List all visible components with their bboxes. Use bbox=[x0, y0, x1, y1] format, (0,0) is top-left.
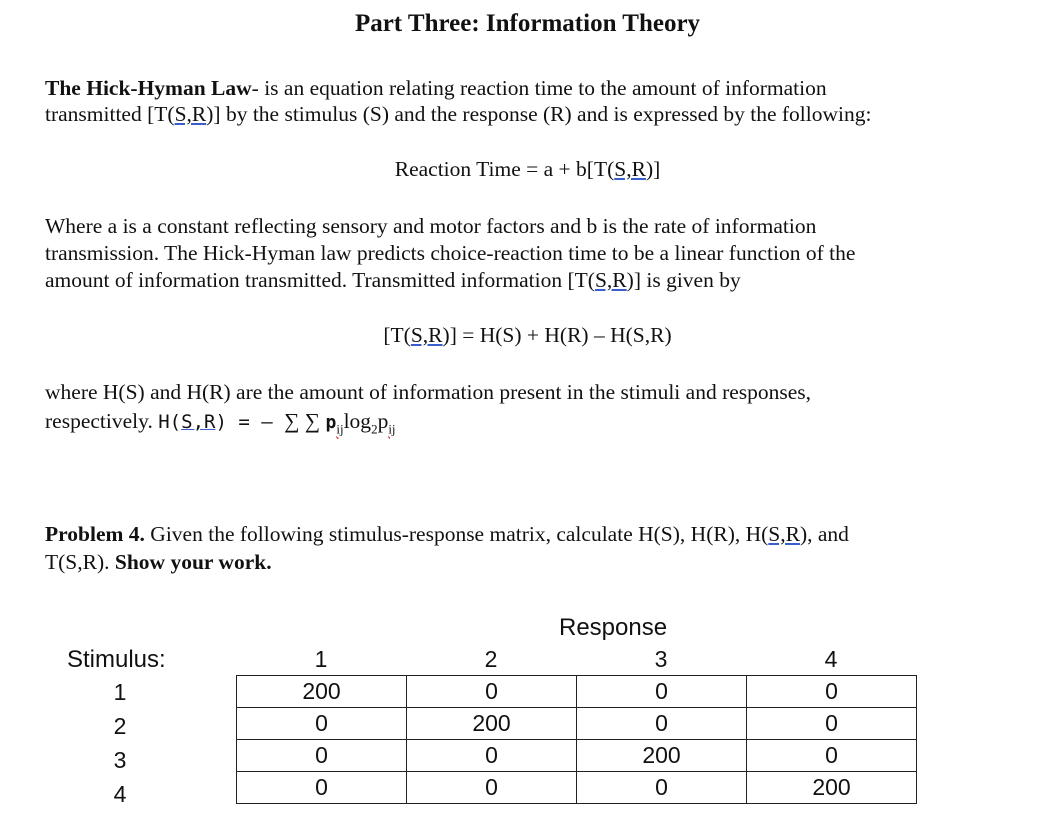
explanation-line-2: transmission. The Hick-Hyman law predicts choice-reaction time to be a linear function of the bbox=[45, 241, 856, 265]
matrix-cell: 200 bbox=[407, 708, 577, 740]
matrix-cell: 200 bbox=[577, 740, 747, 772]
formula-text: )] = H(S) + H(R) – H(S,R) bbox=[442, 323, 672, 347]
matrix-cell: 0 bbox=[407, 772, 577, 804]
matrix-cell: 0 bbox=[237, 772, 407, 804]
hsr-formula bbox=[158, 411, 284, 433]
hick-hyman-intro-line-1 bbox=[45, 75, 827, 101]
matrix-cell: 200 bbox=[237, 676, 407, 708]
reaction-time-formula bbox=[0, 157, 1055, 182]
problem-text: Given the following stimulus-response matrix, calculate H(S), H(R), H( bbox=[144, 522, 769, 546]
matrix-row bbox=[237, 708, 917, 740]
matrix-cell: 200 bbox=[747, 772, 917, 804]
sr-term: S,R bbox=[181, 411, 216, 433]
response-heading: Response bbox=[559, 614, 668, 641]
stimulus-response-matrix bbox=[236, 675, 917, 804]
stimulus-row-1: 1 bbox=[113, 679, 127, 705]
formula-text: Reaction Time = a + b[T( bbox=[394, 157, 615, 181]
matrix-cell: 0 bbox=[577, 772, 747, 804]
p-symbol: p bbox=[377, 409, 389, 433]
matrix-cell: 0 bbox=[407, 676, 577, 708]
sr-term: S,R bbox=[410, 323, 443, 347]
problem-text: T(S,R). bbox=[45, 550, 115, 574]
sr-term: S,R bbox=[614, 157, 646, 181]
explanation-text: )] is given by bbox=[626, 268, 741, 292]
response-column-1: 1 bbox=[314, 646, 328, 672]
ij-subscript: ij bbox=[388, 421, 396, 437]
stimulus-row-3: 3 bbox=[113, 747, 127, 773]
formula-text: )] bbox=[645, 157, 661, 181]
info-definition-line-2 bbox=[45, 408, 396, 442]
hick-hyman-law-term: The Hick-Hyman Law bbox=[45, 76, 252, 100]
page-title: Part Three: Information Theory bbox=[354, 10, 701, 37]
matrix-row bbox=[237, 772, 917, 804]
show-work-instruction: Show your work. bbox=[114, 550, 272, 574]
intro-text: - is an equation relating reaction time to the amount of information bbox=[251, 76, 827, 100]
sr-term: S,R bbox=[174, 102, 207, 126]
hsr-text: H( bbox=[158, 411, 182, 433]
response-column-2: 2 bbox=[484, 646, 498, 672]
info-definition-line-1: where H(S) and H(R) are the amount of information present in the stimuli and responses, bbox=[45, 380, 812, 404]
problem-line-1 bbox=[45, 521, 849, 547]
stimulus-row-4: 4 bbox=[113, 781, 127, 807]
problem-label: Problem 4. bbox=[45, 522, 145, 546]
definition-text: respectively. bbox=[45, 409, 159, 433]
sr-term: S,R bbox=[594, 268, 627, 292]
matrix-cell: 0 bbox=[577, 708, 747, 740]
hsr-text: ) = – bbox=[215, 411, 285, 433]
stimulus-row-2: 2 bbox=[113, 713, 127, 739]
matrix-cell: 0 bbox=[747, 708, 917, 740]
matrix-cell: 0 bbox=[747, 740, 917, 772]
matrix-cell: 0 bbox=[407, 740, 577, 772]
matrix-cell: 0 bbox=[747, 676, 917, 708]
intro-text: )] by the stimulus (S) and the response (R) and is expressed by the following: bbox=[206, 102, 872, 126]
p-symbol: p bbox=[325, 412, 337, 433]
ij-subscript: ij bbox=[336, 421, 344, 437]
stimulus-heading: Stimulus: bbox=[67, 646, 166, 673]
problem-text: ), and bbox=[799, 522, 849, 546]
base-subscript: 2 bbox=[371, 421, 378, 437]
intro-text: transmitted [T( bbox=[45, 102, 175, 126]
matrix-cell: 0 bbox=[237, 708, 407, 740]
matrix-row bbox=[237, 740, 917, 772]
matrix-cell: 0 bbox=[237, 740, 407, 772]
explanation-line-1: Where a is a constant reflecting sensory and motor factors and b is the rate of information bbox=[45, 214, 817, 238]
problem-line-2 bbox=[45, 549, 272, 575]
matrix-cell: 0 bbox=[577, 676, 747, 708]
explanation-line-3 bbox=[45, 267, 741, 293]
formula-text: [T( bbox=[383, 323, 411, 347]
hick-hyman-intro-line-2 bbox=[45, 101, 871, 127]
explanation-text: amount of information transmitted. Transmitted information [T( bbox=[45, 268, 595, 292]
log-text: log bbox=[343, 409, 372, 433]
response-column-3: 3 bbox=[654, 646, 668, 672]
sr-term: S,R bbox=[768, 522, 800, 546]
response-column-4: 4 bbox=[824, 646, 838, 672]
sum-symbol: ∑ ∑ bbox=[284, 409, 326, 433]
matrix-row bbox=[237, 676, 917, 708]
transmitted-info-formula bbox=[0, 323, 1055, 348]
